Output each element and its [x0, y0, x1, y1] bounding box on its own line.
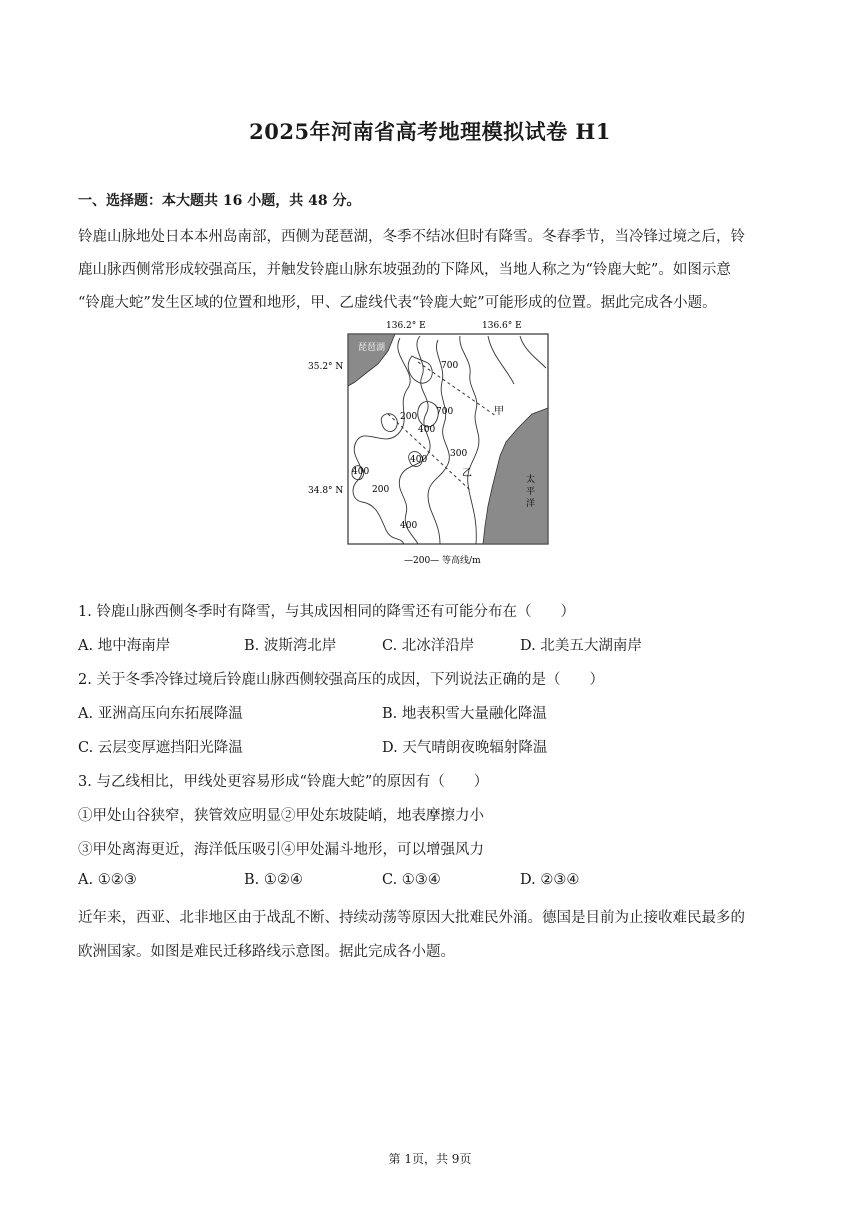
lake-label: 琵琶湖 — [358, 343, 386, 353]
q1-option-a[interactable]: A. 地中海南岸 — [78, 638, 171, 654]
contour-label-700b: 700 — [436, 407, 454, 417]
contour-label-400c: 400 — [352, 467, 370, 477]
question-3-stem: 3. 与乙线相比，甲线处更容易形成“铃鹿大蛇”的原因有（ ） — [78, 774, 489, 790]
terrain-map-figure — [300, 316, 556, 572]
intro2-line-2: 欧洲国家。如图是难民迁移路线示意图。据此完成各小题。 — [78, 944, 455, 960]
q3-option-a[interactable]: A. ①②③ — [78, 872, 137, 888]
contour-label-400a: 400 — [418, 425, 436, 435]
question-2-stem: 2. 关于冬季冷锋过境后铃鹿山脉西侧较强高压的成因，下列说法正确的是（ ） — [78, 672, 604, 688]
q2-option-c[interactable]: C. 云层变厚遮挡阳光降温 — [78, 740, 243, 756]
lon-label-1: 136.2° E — [386, 321, 426, 331]
q1-option-b[interactable]: B. 波斯湾北岸 — [244, 638, 337, 654]
contour-label-700a: 700 — [441, 361, 459, 371]
q2-option-b[interactable]: B. 地表积雪大量融化降温 — [382, 706, 547, 722]
intro-line-1: 铃鹿山脉地处日本本州岛南部，西侧为琵琶湖，冬季不结冰但时有降雪。冬春季节，当冷锋过境之后，铃 — [78, 229, 745, 245]
terrain-map — [300, 316, 556, 572]
q2-option-d[interactable]: D. 天气晴朗夜晚辐射降温 — [382, 740, 548, 756]
intro-line-3: “铃鹿大蛇”发生区域的位置和地形，甲、乙虚线代表“铃鹿大蛇”可能形成的位置。据此完成各小题。 — [78, 295, 717, 311]
contour-label-400b: 400 — [410, 455, 428, 465]
ocean-label-3: 洋 — [526, 499, 536, 509]
section-heading: 一、选择题：本大题共 16 小题，共 48 分。 — [78, 193, 361, 209]
q3-statement-2: ③甲处离海更近，海洋低压吸引④甲处漏斗地形，可以增强风力 — [78, 842, 484, 858]
contour-label-200a: 200 — [400, 412, 418, 422]
page-footer: 第 1页，共 9页 — [388, 1152, 472, 1166]
lon-label-2: 136.6° E — [482, 321, 522, 331]
map-legend: —200— 等高线/m — [404, 556, 481, 566]
lat-label-2: 34.8° N — [308, 486, 344, 496]
line-label-yi: 乙 — [462, 468, 472, 479]
lat-label-1: 35.2° N — [308, 362, 344, 372]
intro2-line-1: 近年来，西亚、北非地区由于战乱不断、持续动荡等原因大批难民外涌。德国是目前为止接收难民最多的 — [78, 910, 745, 926]
contour-label-300: 300 — [450, 449, 468, 459]
intro-line-2: 鹿山脉西侧常形成较强高压，并触发铃鹿山脉东坡强劲的下降风，当地人称之为“铃鹿大蛇”。如图示意 — [78, 262, 731, 278]
contour-label-400d: 400 — [400, 521, 418, 531]
q2-option-a[interactable]: A. 亚洲高压向东拓展降温 — [78, 706, 243, 722]
page-title: 2025年河南省高考地理模拟试卷 H1 — [249, 119, 611, 144]
q3-option-c[interactable]: C. ①③④ — [382, 872, 441, 888]
q3-option-d[interactable]: D. ②③④ — [520, 872, 580, 888]
ocean-label-2: 平 — [526, 487, 536, 497]
contour-label-200b: 200 — [372, 485, 390, 495]
question-1-stem: 1. 铃鹿山脉西侧冬季时有降雪，与其成因相同的降雪还有可能分布在（ ） — [78, 604, 575, 620]
ocean-label-1: 太 — [526, 475, 536, 485]
q1-option-d[interactable]: D. 北美五大湖南岸 — [520, 638, 642, 654]
q1-option-c[interactable]: C. 北冰洋沿岸 — [382, 638, 475, 654]
line-label-jia: 甲 — [494, 406, 504, 417]
q3-option-b[interactable]: B. ①②④ — [244, 872, 303, 888]
q3-statement-1: ①甲处山谷狭窄，狭管效应明显②甲处东坡陡峭，地表摩擦力小 — [78, 808, 484, 824]
